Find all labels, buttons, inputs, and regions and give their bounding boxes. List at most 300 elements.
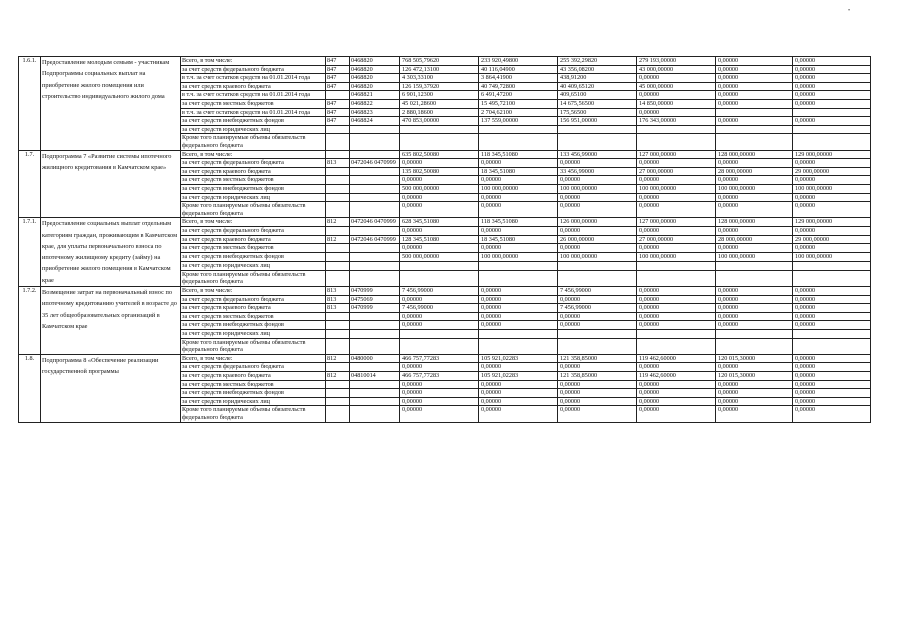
amount-cell: 118 345,51080 — [479, 218, 558, 227]
kcsr-cell: 0468820 — [350, 65, 400, 74]
grbs-cell — [326, 176, 350, 185]
funding-source-cell: Всего, в том числе: — [181, 354, 326, 363]
kcsr-cell — [350, 380, 400, 389]
amount-cell: 0,00000 — [637, 176, 716, 185]
amount-cell: 0,00000 — [637, 363, 716, 372]
amount-cell: 0,00000 — [637, 312, 716, 321]
table-row — [19, 287, 871, 296]
grbs-cell: 812 — [326, 372, 350, 381]
amount-cell: 0,00000 — [558, 244, 637, 253]
funding-source-cell: за счет средств внебюджетных фондов — [181, 184, 326, 193]
amount-cell: 0,00000 — [558, 202, 637, 218]
grbs-cell: 847 — [326, 74, 350, 83]
amount-cell: 133 456,99000 — [558, 150, 637, 159]
grbs-cell — [326, 167, 350, 176]
amount-cell: 0,00000 — [793, 354, 871, 363]
amount-cell: 0,00000 — [400, 321, 479, 330]
amount-cell: 0,00000 — [716, 74, 793, 83]
kcsr-cell — [350, 167, 400, 176]
amount-cell: 0,00000 — [716, 65, 793, 74]
amount-cell: 0,00000 — [400, 176, 479, 185]
kcsr-cell — [350, 406, 400, 422]
grbs-cell — [326, 261, 350, 270]
amount-cell: 0,00000 — [479, 312, 558, 321]
amount-cell: 0,00000 — [793, 74, 871, 83]
amount-cell: 119 462,60000 — [637, 354, 716, 363]
measure-name: Возмещение затрат на первоначальный взнос по ипотечному кредитованию учителей в возрасте до 35 лет общеобразовательных организаций в Камчатском крае — [41, 287, 181, 355]
amount-cell — [716, 108, 793, 117]
amount-cell: 100 000,00000 — [637, 184, 716, 193]
amount-cell: 0,00000 — [716, 159, 793, 168]
funding-source-cell: Всего, в том числе: — [181, 287, 326, 296]
grbs-cell — [326, 150, 350, 159]
amount-cell — [716, 270, 793, 286]
grbs-cell: 813 — [326, 287, 350, 296]
amount-cell: 3 864,41900 — [479, 74, 558, 83]
amount-cell: 0,00000 — [400, 380, 479, 389]
grbs-cell — [326, 312, 350, 321]
amount-cell: 466 757,77283 — [400, 372, 479, 381]
amount-cell: 0,00000 — [558, 363, 637, 372]
amount-cell — [558, 261, 637, 270]
amount-cell: 0,00000 — [793, 202, 871, 218]
grbs-cell — [326, 202, 350, 218]
amount-cell: 43 356,08200 — [558, 65, 637, 74]
amount-cell: 28 000,00000 — [716, 167, 793, 176]
funding-source-cell: в т.ч. за счет остатков средств на 01.01.2014 года — [181, 91, 326, 100]
kcsr-cell — [350, 125, 400, 134]
measure-name: Предоставление социальных выплат отдельным категориям граждан, проживающим в Камчатском крае, для уплаты первоначального взноса по ипотечному жилищному кредиту (займу) на приобретение жилого помещения в Камчатском крае — [41, 218, 181, 287]
amount-cell: 0,00000 — [637, 159, 716, 168]
amount-cell: 279 193,00000 — [637, 57, 716, 66]
funding-source-cell: за счет средств юридических лиц — [181, 125, 326, 134]
table-row — [19, 150, 871, 159]
amount-cell: 0,00000 — [716, 397, 793, 406]
grbs-cell — [326, 125, 350, 134]
row-code: 1.7.1. — [19, 218, 41, 287]
amount-cell: 156 951,00000 — [558, 117, 637, 126]
kcsr-cell — [350, 150, 400, 159]
amount-cell: 466 757,77283 — [400, 354, 479, 363]
amount-cell: 0,00000 — [793, 82, 871, 91]
measure-name: Подпрограмма 7 «Развитие системы ипотечного жилищного кредитования в Камчатском крае» — [41, 150, 181, 218]
amount-cell: 100 000,00000 — [637, 253, 716, 262]
kcsr-cell: 0480000 — [350, 354, 400, 363]
amount-cell: 40 116,04900 — [479, 65, 558, 74]
amount-cell: 105 921,02283 — [479, 372, 558, 381]
amount-cell: 0,00000 — [400, 363, 479, 372]
amount-cell: 0,00000 — [479, 406, 558, 422]
funding-source-cell: за счет средств внебюджетных фондов — [181, 253, 326, 262]
amount-cell: 0,00000 — [716, 227, 793, 236]
grbs-cell — [326, 270, 350, 286]
amount-cell: 0,00000 — [479, 304, 558, 313]
budget-table — [18, 56, 871, 423]
funding-source-cell: за счет средств местных бюджетов — [181, 380, 326, 389]
amount-cell: 14 850,00000 — [637, 99, 716, 108]
amount-cell: 0,00000 — [558, 397, 637, 406]
amount-cell — [716, 261, 793, 270]
amount-cell: 0,00000 — [637, 406, 716, 422]
amount-cell: 2 704,62100 — [479, 108, 558, 117]
grbs-cell — [326, 321, 350, 330]
table-row — [19, 218, 871, 227]
kcsr-cell: 04810014 — [350, 372, 400, 381]
amount-cell: 100 000,00000 — [479, 184, 558, 193]
amount-cell — [479, 270, 558, 286]
amount-cell — [716, 330, 793, 339]
funding-source-cell: за счет средств федерального бюджета — [181, 227, 326, 236]
grbs-cell: 812 — [326, 218, 350, 227]
kcsr-cell: 0468820 — [350, 82, 400, 91]
amount-cell: 28 000,00000 — [716, 235, 793, 244]
amount-cell: 0,00000 — [716, 244, 793, 253]
amount-cell: 100 000,00000 — [716, 253, 793, 262]
amount-cell: 0,00000 — [558, 159, 637, 168]
kcsr-cell: 0468821 — [350, 91, 400, 100]
amount-cell: 0,00000 — [716, 202, 793, 218]
grbs-cell — [326, 244, 350, 253]
amount-cell: 127 000,00000 — [637, 150, 716, 159]
funding-source-cell: Всего, в том числе: — [181, 57, 326, 66]
amount-cell: 470 853,00000 — [400, 117, 479, 126]
amount-cell: 15 495,72100 — [479, 99, 558, 108]
amount-cell: 0,00000 — [793, 304, 871, 313]
grbs-cell — [326, 253, 350, 262]
amount-cell: 255 392,29820 — [558, 57, 637, 66]
amount-cell — [479, 261, 558, 270]
amount-cell: 0,00000 — [793, 295, 871, 304]
amount-cell — [400, 261, 479, 270]
funding-source-cell: за счет средств краевого бюджета — [181, 372, 326, 381]
amount-cell: 100 000,00000 — [793, 253, 871, 262]
amount-cell — [793, 134, 871, 150]
amount-cell: 635 802,50080 — [400, 150, 479, 159]
funding-source-cell: за счет средств краевого бюджета — [181, 304, 326, 313]
grbs-cell — [326, 91, 350, 100]
amount-cell: 0,00000 — [479, 159, 558, 168]
amount-cell: 0,00000 — [479, 244, 558, 253]
amount-cell: 0,00000 — [793, 99, 871, 108]
amount-cell: 43 000,00000 — [637, 65, 716, 74]
amount-cell: 0,00000 — [793, 65, 871, 74]
grbs-cell — [326, 380, 350, 389]
amount-cell: 0,00000 — [716, 117, 793, 126]
grbs-cell — [326, 338, 350, 354]
amount-cell: 0,00000 — [716, 91, 793, 100]
amount-cell: 6 491,47200 — [479, 91, 558, 100]
amount-cell: 0,00000 — [479, 389, 558, 398]
amount-cell: 0,00000 — [400, 312, 479, 321]
grbs-cell: 812 — [326, 354, 350, 363]
grbs-cell — [326, 184, 350, 193]
amount-cell: 0,00000 — [793, 321, 871, 330]
amount-cell: 0,00000 — [637, 202, 716, 218]
amount-cell: 27 000,00000 — [637, 235, 716, 244]
funding-source-cell: за счет средств местных бюджетов — [181, 99, 326, 108]
funding-source-cell: за счет средств федерального бюджета — [181, 159, 326, 168]
amount-cell: 0,00000 — [479, 397, 558, 406]
amount-cell: 409,65100 — [558, 91, 637, 100]
amount-cell: 45 000,00000 — [637, 82, 716, 91]
amount-cell: 137 559,00000 — [479, 117, 558, 126]
funding-source-cell: за счет средств внебюджетных фондов — [181, 321, 326, 330]
amount-cell — [637, 261, 716, 270]
kcsr-cell — [350, 253, 400, 262]
amount-cell — [558, 270, 637, 286]
amount-cell: 0,00000 — [793, 57, 871, 66]
amount-cell: 0,00000 — [637, 287, 716, 296]
grbs-cell — [326, 406, 350, 422]
amount-cell: 128 000,00000 — [716, 150, 793, 159]
budget-table-sheet — [18, 56, 870, 423]
row-code: 1.7. — [19, 150, 41, 218]
amount-cell — [793, 330, 871, 339]
amount-cell: 0,00000 — [716, 82, 793, 91]
amount-cell — [479, 330, 558, 339]
amount-cell: 0,00000 — [558, 321, 637, 330]
amount-cell: 0,00000 — [716, 321, 793, 330]
amount-cell — [400, 125, 479, 134]
amount-cell: 0,00000 — [400, 202, 479, 218]
kcsr-cell — [350, 270, 400, 286]
amount-cell: 0,00000 — [479, 295, 558, 304]
funding-source-cell: за счет средств местных бюджетов — [181, 244, 326, 253]
amount-cell: 0,00000 — [793, 176, 871, 185]
amount-cell: 40 749,72800 — [479, 82, 558, 91]
amount-cell: 29 000,00000 — [793, 167, 871, 176]
amount-cell: 120 015,30000 — [716, 354, 793, 363]
amount-cell: 118 345,51080 — [479, 150, 558, 159]
funding-source-cell: за счет средств внебюджетных фондов — [181, 389, 326, 398]
amount-cell — [400, 134, 479, 150]
amount-cell: 438,91200 — [558, 74, 637, 83]
amount-cell: 500 000,00000 — [400, 184, 479, 193]
amount-cell: 0,00000 — [400, 227, 479, 236]
amount-cell: 0,00000 — [793, 91, 871, 100]
amount-cell: 0,00000 — [479, 363, 558, 372]
amount-cell — [558, 330, 637, 339]
amount-cell: 0,00000 — [558, 227, 637, 236]
amount-cell — [716, 125, 793, 134]
amount-cell: 121 358,85000 — [558, 372, 637, 381]
amount-cell: 0,00000 — [479, 287, 558, 296]
grbs-cell — [326, 389, 350, 398]
amount-cell: 40 409,65120 — [558, 82, 637, 91]
amount-cell — [637, 338, 716, 354]
grbs-cell — [326, 227, 350, 236]
amount-cell: 0,00000 — [400, 193, 479, 202]
amount-cell: 100 000,00000 — [558, 184, 637, 193]
kcsr-cell: 0475069 — [350, 295, 400, 304]
kcsr-cell — [350, 338, 400, 354]
kcsr-cell — [350, 389, 400, 398]
amount-cell: 628 345,51080 — [400, 218, 479, 227]
amount-cell: 0,00000 — [637, 91, 716, 100]
amount-cell: 100 000,00000 — [558, 253, 637, 262]
amount-cell: 0,00000 — [793, 380, 871, 389]
amount-cell — [637, 125, 716, 134]
grbs-cell: 847 — [326, 57, 350, 66]
amount-cell: 0,00000 — [637, 397, 716, 406]
funding-source-cell: за счет средств внебюджетных фондов — [181, 117, 326, 126]
amount-cell: 135 802,50080 — [400, 167, 479, 176]
amount-cell: 0,00000 — [793, 227, 871, 236]
amount-cell: 0,00000 — [716, 99, 793, 108]
amount-cell: 0,00000 — [793, 397, 871, 406]
amount-cell: 7 456,99000 — [558, 287, 637, 296]
funding-source-cell: Кроме того планируемые объемы обязательств федерального бюджета — [181, 134, 326, 150]
row-code: 1.7.2. — [19, 287, 41, 355]
amount-cell: 127 000,00000 — [637, 218, 716, 227]
kcsr-cell: 0468820 — [350, 74, 400, 83]
amount-cell: 126 000,00000 — [558, 218, 637, 227]
amount-cell: 0,00000 — [793, 389, 871, 398]
grbs-cell: 847 — [326, 117, 350, 126]
kcsr-cell — [350, 193, 400, 202]
amount-cell: 176 343,00000 — [637, 117, 716, 126]
amount-cell: 126 159,37920 — [400, 82, 479, 91]
amount-cell: 175,56500 — [558, 108, 637, 117]
kcsr-cell — [350, 176, 400, 185]
funding-source-cell: за счет средств юридических лиц — [181, 330, 326, 339]
kcsr-cell — [350, 202, 400, 218]
funding-source-cell: за счет средств краевого бюджета — [181, 235, 326, 244]
amount-cell: 7 456,99000 — [400, 304, 479, 313]
amount-cell: 45 021,28600 — [400, 99, 479, 108]
amount-cell: 0,00000 — [716, 363, 793, 372]
amount-cell: 0,00000 — [558, 406, 637, 422]
amount-cell: 0,00000 — [400, 397, 479, 406]
amount-cell: 0,00000 — [400, 389, 479, 398]
funding-source-cell: Кроме того планируемые объемы обязательств федерального бюджета — [181, 202, 326, 218]
kcsr-cell — [350, 261, 400, 270]
grbs-cell: 813 — [326, 295, 350, 304]
amount-cell: 0,00000 — [558, 380, 637, 389]
amount-cell: 0,00000 — [479, 176, 558, 185]
amount-cell: 2 880,18600 — [400, 108, 479, 117]
amount-cell: 0,00000 — [716, 295, 793, 304]
funding-source-cell: за счет средств юридических лиц — [181, 193, 326, 202]
amount-cell: 7 456,99000 — [558, 304, 637, 313]
amount-cell: 119 462,60000 — [637, 372, 716, 381]
amount-cell: 0,00000 — [400, 159, 479, 168]
amount-cell: 18 345,51080 — [479, 167, 558, 176]
amount-cell: 0,00000 — [793, 406, 871, 422]
amount-cell: 0,00000 — [479, 321, 558, 330]
amount-cell: 0,00000 — [558, 193, 637, 202]
amount-cell: 100 000,00000 — [479, 253, 558, 262]
amount-cell: 4 303,33100 — [400, 74, 479, 83]
funding-source-cell: за счет средств федерального бюджета — [181, 65, 326, 74]
amount-cell: 0,00000 — [637, 227, 716, 236]
funding-source-cell: в т.ч. за счет остатков средств на 01.01.2014 года — [181, 74, 326, 83]
amount-cell — [400, 270, 479, 286]
funding-source-cell: Кроме того планируемые объемы обязательств федерального бюджета — [181, 270, 326, 286]
amount-cell: 0,00000 — [716, 193, 793, 202]
measure-name: Предоставление молодым семьям - участникам Подпрограммы социальных выплат на приобретение жилого помещения или строительство индивидуального жилого дома — [41, 57, 181, 151]
amount-cell: 121 358,85000 — [558, 354, 637, 363]
table-body — [19, 57, 871, 423]
amount-cell: 29 000,00000 — [793, 235, 871, 244]
kcsr-cell: 0468822 — [350, 99, 400, 108]
amount-cell: 14 675,56500 — [558, 99, 637, 108]
amount-cell: 0,00000 — [637, 244, 716, 253]
grbs-cell: 812 — [326, 235, 350, 244]
kcsr-cell — [350, 134, 400, 150]
funding-source-cell: за счет средств федерального бюджета — [181, 295, 326, 304]
amount-cell — [558, 338, 637, 354]
amount-cell — [637, 270, 716, 286]
amount-cell — [793, 125, 871, 134]
table-row — [19, 57, 871, 66]
amount-cell — [479, 134, 558, 150]
amount-cell: 105 921,02283 — [479, 354, 558, 363]
amount-cell: 27 000,00000 — [637, 167, 716, 176]
kcsr-cell: 0472046 0470999 — [350, 218, 400, 227]
funding-source-cell: Кроме того планируемые объемы обязательств федерального бюджета — [181, 406, 326, 422]
amount-cell: 500 000,00000 — [400, 253, 479, 262]
amount-cell — [716, 338, 793, 354]
amount-cell: 0,00000 — [793, 244, 871, 253]
amount-cell: 0,00000 — [479, 227, 558, 236]
grbs-cell — [326, 193, 350, 202]
kcsr-cell — [350, 184, 400, 193]
amount-cell: 0,00000 — [479, 193, 558, 202]
amount-cell: 0,00000 — [558, 295, 637, 304]
amount-cell: 128 000,00000 — [716, 218, 793, 227]
amount-cell: 0,00000 — [400, 244, 479, 253]
amount-cell — [637, 134, 716, 150]
grbs-cell: 847 — [326, 82, 350, 91]
amount-cell: 0,00000 — [793, 159, 871, 168]
kcsr-cell: 0470999 — [350, 304, 400, 313]
amount-cell — [400, 338, 479, 354]
amount-cell: 0,00000 — [558, 176, 637, 185]
amount-cell: 0,00000 — [716, 406, 793, 422]
kcsr-cell: 0472046 0470999 — [350, 159, 400, 168]
funding-source-cell: за счет средств юридических лиц — [181, 261, 326, 270]
funding-source-cell: Всего, в том числе: — [181, 150, 326, 159]
amount-cell: 128 345,51080 — [400, 235, 479, 244]
amount-cell: 0,00000 — [637, 108, 716, 117]
amount-cell: 0,00000 — [793, 193, 871, 202]
kcsr-cell — [350, 397, 400, 406]
amount-cell: 26 000,00000 — [558, 235, 637, 244]
amount-cell: 0,00000 — [716, 57, 793, 66]
amount-cell: 0,00000 — [793, 312, 871, 321]
measure-name: Подпрограмма 8 «Обеспечение реализации государственной программы — [41, 354, 181, 422]
grbs-cell — [326, 363, 350, 372]
row-code: 1.8. — [19, 354, 41, 422]
funding-source-cell: в т.ч. за счет остатков средств на 01.01.2014 года — [181, 108, 326, 117]
amount-cell — [558, 134, 637, 150]
amount-cell: 0,00000 — [716, 176, 793, 185]
kcsr-cell — [350, 244, 400, 253]
grbs-cell: 813 — [326, 159, 350, 168]
kcsr-cell: 0472046 0470999 — [350, 235, 400, 244]
amount-cell: 0,00000 — [793, 363, 871, 372]
funding-source-cell: за счет средств федерального бюджета — [181, 363, 326, 372]
row-code: 1.6.1. — [19, 57, 41, 151]
funding-source-cell: Кроме того планируемые объемы обязательств федерального бюджета — [181, 338, 326, 354]
amount-cell: 100 000,00000 — [716, 184, 793, 193]
kcsr-cell: 0468823 — [350, 108, 400, 117]
grbs-cell — [326, 134, 350, 150]
amount-cell: 7 456,99000 — [400, 287, 479, 296]
amount-cell — [793, 108, 871, 117]
amount-cell: 0,00000 — [479, 202, 558, 218]
